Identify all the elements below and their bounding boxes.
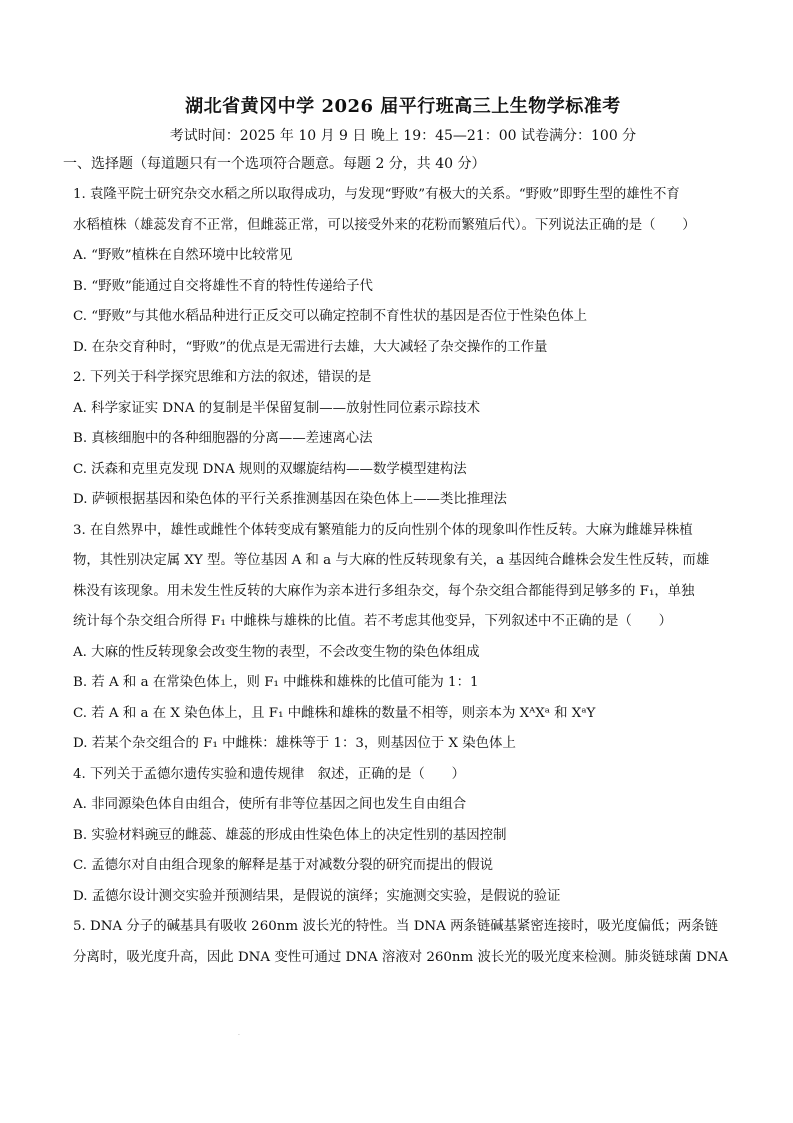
question-2 xyxy=(73,363,733,516)
option-a: A. 科学家证实 DNA 的复制是半保留复制——放射性同位素示踪技术 xyxy=(73,400,480,416)
option-c: C. 若 A 和 a 在 X 染色体上，且 F₁ 中雌株和雄株的数量不相等，则亲本为 XᴬXᵃ 和 XᵃY xyxy=(73,705,596,721)
option-d: D. 在杂交育种时，“野败”的优点是无需进行去雄，大大减轻了杂交操作的工作量 xyxy=(73,339,548,355)
option-c: C. 沃森和克里克发现 DNA 规则的双螺旋结构——数学模型建构法 xyxy=(73,461,467,477)
section-heading: 一、选择题（每道题只有一个选项符合题意。每题 2 分，共 40 分） xyxy=(63,156,486,172)
question-stem-line: 分离时，吸光度升高，因此 DNA 变性可通过 DNA 溶液对 260nm 波长光的吸光度来检测。肺炎链球菌 DNA xyxy=(73,949,729,965)
question-stem-line: 5. DNA 分子的碱基具有吸收 260nm 波长光的特性。当 DNA 两条链碱基紧密连接时，吸光度偏低；两条链 xyxy=(73,919,718,934)
question-stem-line: 2. 下列关于科学探究思维和方法的叙述，错误的是 xyxy=(73,370,372,385)
option-a: A. 非同源染色体自由组合，使所有非等位基因之间也发生自由组合 xyxy=(73,797,467,812)
page-mark: . xyxy=(238,1030,240,1037)
question-stem-line: 3. 在自然界中，雄性或雌性个体转变成有繁殖能力的反向性别个体的现象叫作性反转。大麻为雌雄异株植 xyxy=(73,522,693,538)
question-stem-line: 水稻植株（雄蕊发育不正常，但雌蕊正常，可以接受外来的花粉而繁殖后代）。下列说法正确的是（ ） xyxy=(73,217,696,233)
option-a: A. 大麻的性反转现象会改变生物的表型，不会改变生物的染色体组成 xyxy=(73,644,480,660)
option-c: C. “野败”与其他水稻品种进行正反交可以确定控制不育性状的基因是否位于性染色体上 xyxy=(73,309,588,324)
question-4 xyxy=(73,760,733,913)
question-stem-line: 统计每个杂交组合所得 F₁ 中雌株与雄株的比值。若不考虑其他变异，下列叙述中不正确的是（ ） xyxy=(73,614,672,629)
question-stem-line: 物，其性别决定属 XY 型。等位基因 A 和 a 与大麻的性反转现象有关，a 基因纯合雌株会发生性反转，而雄 xyxy=(73,553,710,568)
question-1 xyxy=(73,180,733,363)
option-b: B. 若 A 和 a 在常染色体上，则 F₁ 中雌株和雄株的比值可能为 1：1 xyxy=(73,675,479,690)
option-c: C. 孟德尔对自由组合现象的解释是基于对减数分裂的研究而提出的假说 xyxy=(73,858,493,873)
page-title: 湖北省黄冈中学 2026 届平行班高三上生物学标准考 xyxy=(185,96,621,117)
question-stem-line: 1. 袁隆平院士研究杂交水稻之所以取得成功，与发现“野败”有极大的关系。“野败”即野生型的雄性不育 xyxy=(73,187,680,202)
option-b: B. 真核细胞中的各种细胞器的分离——差速离心法 xyxy=(73,431,373,446)
option-d: D. 萨顿根据基因和染色体的平行关系推测基因在染色体上——类比推理法 xyxy=(73,492,507,507)
exam-info: 考试时间：2025 年 10 月 9 日 晚上 19：45—21：00 试卷满分：100 分 xyxy=(169,128,637,144)
option-b: B. “野败”能通过自交将雄性不育的特性传递给子代 xyxy=(73,278,373,294)
option-a: A. “野败”植株在自然环境中比较常见 xyxy=(73,248,293,263)
option-b: B. 实验材料豌豆的雌蕊、雄蕊的形成由性染色体上的决定性别的基因控制 xyxy=(73,827,507,843)
option-d: D. 孟德尔设计测交实验并预测结果，是假说的演绎；实施测交实验，是假说的验证 xyxy=(73,888,561,904)
question-5 xyxy=(73,912,733,973)
question-stem-line: 株没有该现象。用未发生性反转的大麻作为亲本进行多组杂交，每个杂交组合都能得到足够多的 F₁，单独 xyxy=(73,583,695,599)
option-d: D. 若某个杂交组合的 F₁ 中雌株：雄株等于 1：3，则基因位于 X 染色体上 xyxy=(73,736,516,751)
question-3 xyxy=(73,516,733,760)
question-stem-line: 4. 下列关于孟德尔遗传实验和遗传规律 叙述，正确的是（ ） xyxy=(73,766,465,782)
